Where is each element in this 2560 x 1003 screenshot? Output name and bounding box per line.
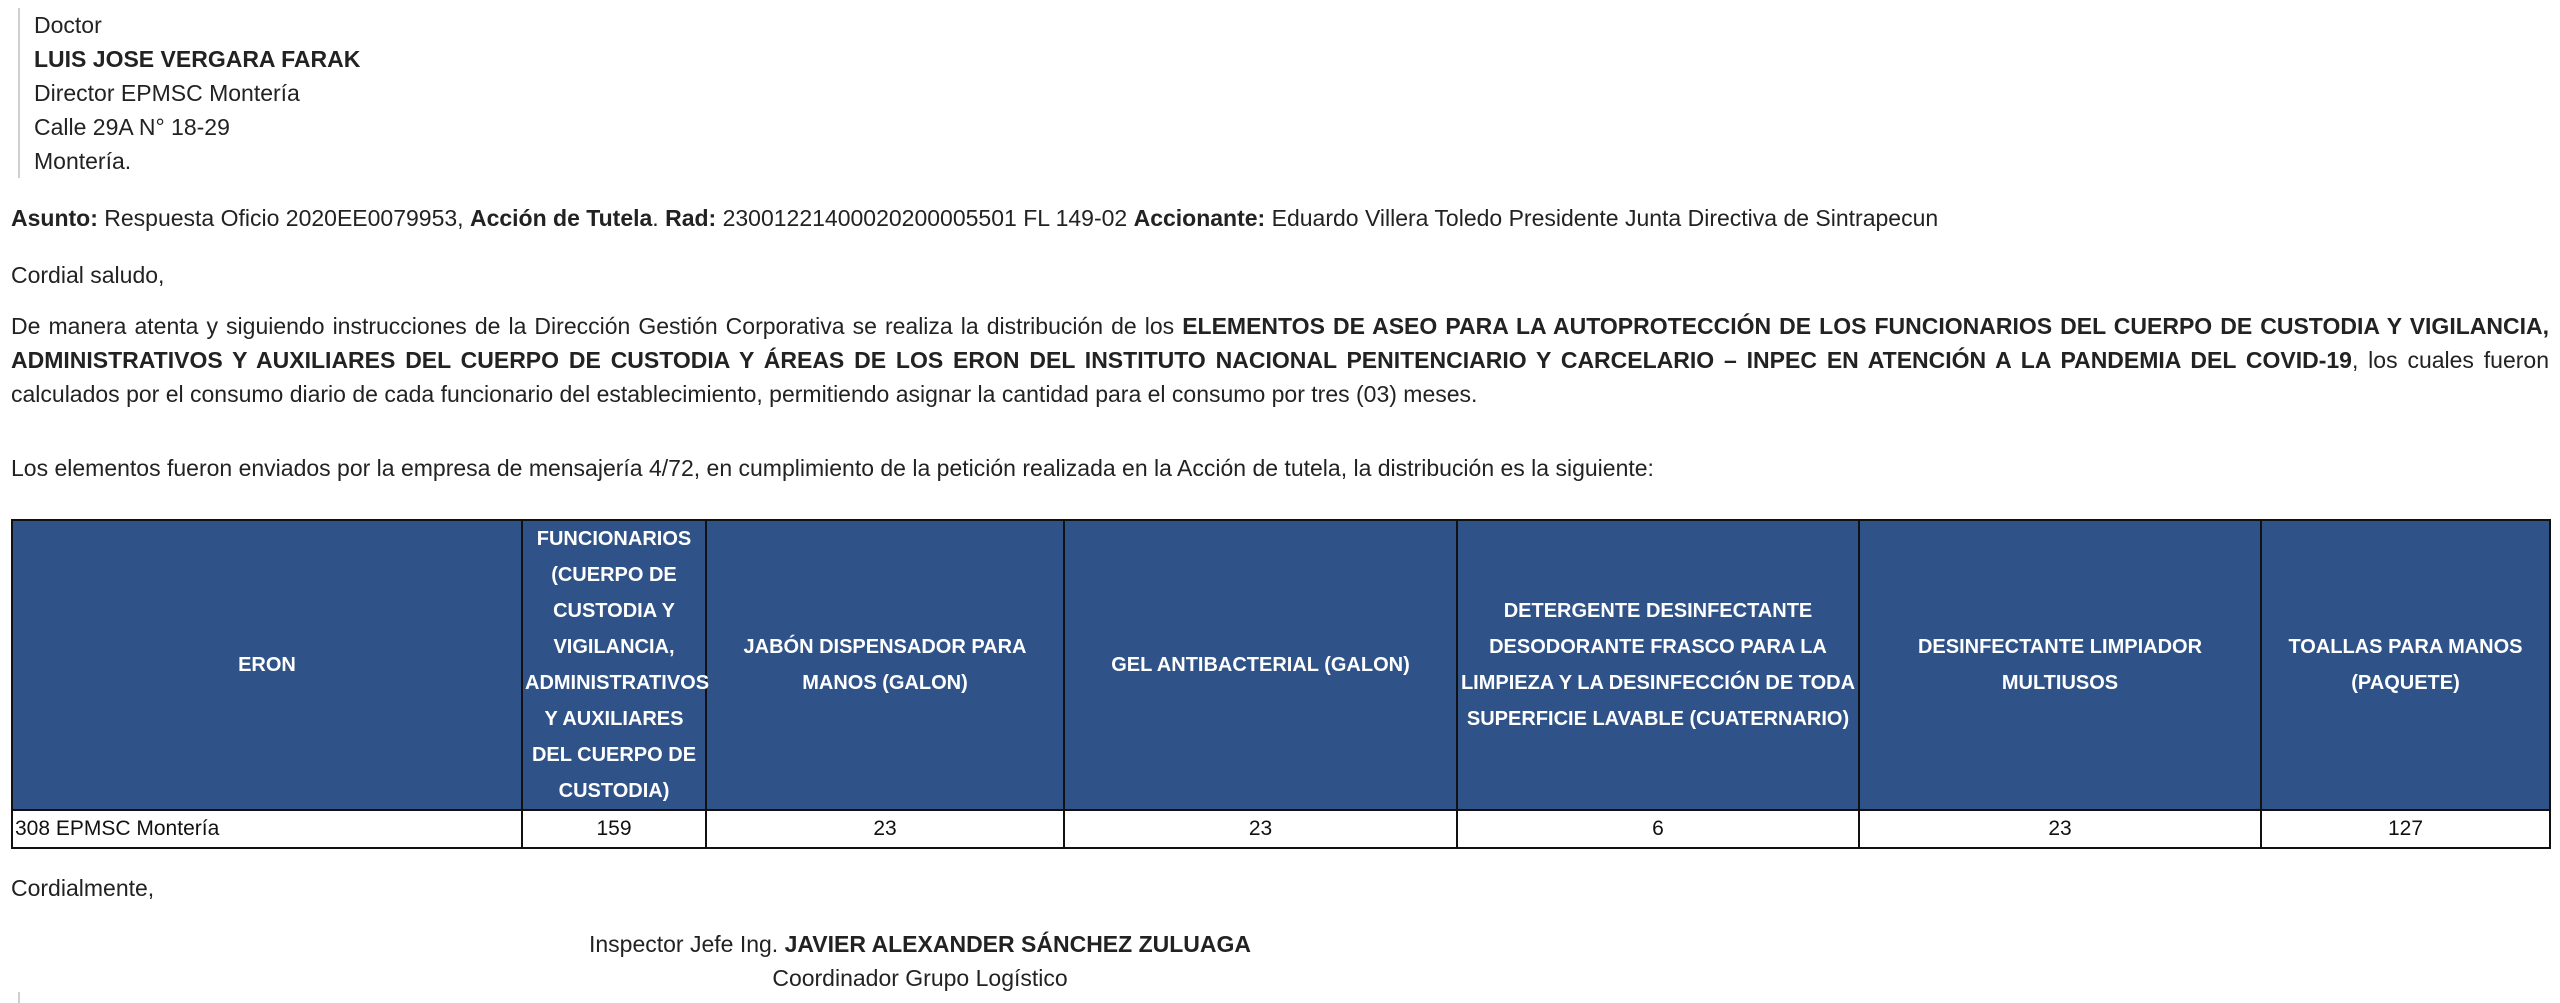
- header-eron: ERON: [12, 520, 522, 810]
- recipient-address-block: [18, 8, 360, 178]
- signature-prefix: Inspector Jefe Ing.: [588, 931, 785, 957]
- subject-accionante-text: Eduardo Villera Toledo Presidente Junta Directiva de Sintrapecun: [1265, 205, 1939, 231]
- distribution-table: [11, 519, 2551, 849]
- cell-funcionarios: 159: [522, 810, 706, 848]
- header-detergente: DETERGENTE DESINFECTANTE DESODORANTE FRASCO PARA LA LIMPIEZA Y LA DESINFECCIÓN DE TODA SUPERFICIE LAVABLE (CUATERNARIO): [1457, 520, 1859, 810]
- recipient-name: LUIS JOSE VERGARA FARAK: [34, 46, 361, 72]
- subject-rad-label: Rad:: [665, 205, 717, 231]
- signature-line: [0, 927, 1840, 961]
- signature-role: Coordinador Grupo Logístico: [772, 965, 1068, 991]
- cell-eron: 308 EPMSC Montería: [12, 810, 522, 848]
- subject-rad-text: 23001221400020200005501 FL 149-02: [716, 205, 1134, 231]
- cell-desinfectante: 23: [1859, 810, 2261, 848]
- cell-gel: 23: [1064, 810, 1457, 848]
- recipient-city: Montería.: [34, 148, 132, 174]
- margin-rule: [18, 992, 20, 1003]
- body-outro: , los cuales fueron calculados por el consumo diario de cada funcionario del establecimiento, permitiendo asignar la cantidad para el consumo por tres (03) meses.: [11, 347, 2549, 407]
- cell-toallas: 127: [2261, 810, 2550, 848]
- greeting: Cordial saludo,: [11, 262, 165, 288]
- distribution-intro: Los elementos fueron enviados por la empresa de mensajería 4/72, en cumplimiento de la petición realizada en la Acción de tutela, la distribución es la siguiente:: [11, 455, 1654, 481]
- cell-jabon: 23: [706, 810, 1064, 848]
- subject-asunto-text: Respuesta Oficio 2020EE0079953,: [97, 205, 470, 231]
- body-intro: De manera atenta y siguiendo instrucciones de la Dirección Gestión Corporativa se realiza la distribución de los: [11, 313, 1183, 339]
- header-desinfectante: DESINFECTANTE LIMPIADOR MULTIUSOS: [1859, 520, 2261, 810]
- header-gel: GEL ANTIBACTERIAL (GALON): [1064, 520, 1457, 810]
- signature-name: JAVIER ALEXANDER SÁNCHEZ ZULUAGA: [784, 931, 1252, 957]
- header-jabon: JABÓN DISPENSADOR PARA MANOS (GALON): [706, 520, 1064, 810]
- body-bold-title: ELEMENTOS DE ASEO PARA LA AUTOPROTECCIÓN DE LOS FUNCIONARIOS DEL CUERPO DE CUSTODIA Y VIGILANCIA, ADMINISTRATIVOS Y AUXILIARES DEL CUERPO DE CUSTODIA Y ÁREAS DE LOS ERON DEL INSTITUTO NACIONAL PENITENCIARIO Y CARCELARIO – INPEC EN ATENCIÓN A LA PANDEMIA DEL COVID-19: [11, 313, 2549, 373]
- subject-asunto-label: Asunto:: [11, 205, 98, 231]
- subject-accionante-label: Accionante:: [1133, 205, 1266, 231]
- cell-detergente: 6: [1457, 810, 1859, 848]
- subject-line: [11, 201, 2549, 235]
- header-toallas: TOALLAS PARA MANOS (PAQUETE): [2261, 520, 2550, 810]
- recipient-title: Director EPMSC Montería: [34, 80, 300, 106]
- body-paragraph: [11, 309, 2549, 411]
- header-funcionarios: FUNCIONARIOS (CUERPO DE CUSTODIA Y VIGILANCIA, ADMINISTRATIVOS Y AUXILIARES DEL CUERPO DE CUSTODIA): [522, 520, 706, 810]
- recipient-salutation: Doctor: [34, 12, 102, 38]
- table-header-row: [12, 520, 2550, 810]
- subject-accion-label: Acción de Tutela: [469, 205, 653, 231]
- closing: Cordialmente,: [11, 875, 155, 901]
- recipient-street: Calle 29A N° 18-29: [34, 114, 230, 140]
- table-row: [12, 810, 2550, 848]
- subject-rad-separator: .: [652, 205, 666, 231]
